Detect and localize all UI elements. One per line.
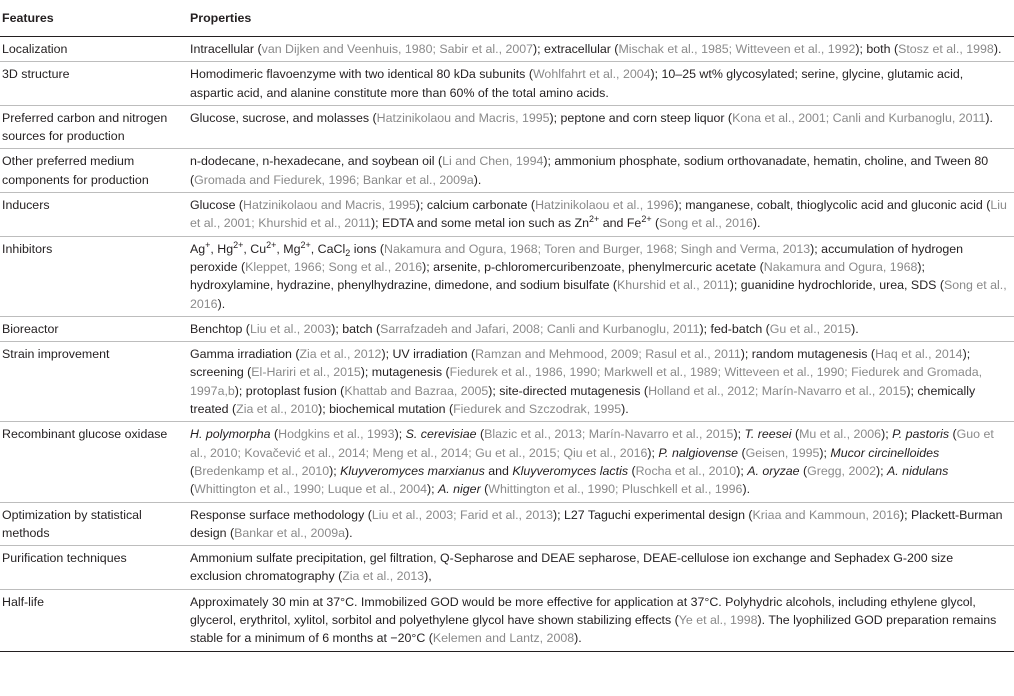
table-body [0, 37, 1014, 651]
property-text: ); fed-batch ( [699, 321, 770, 336]
feature-cell: Inducers [2, 198, 50, 213]
property-text: ( [791, 427, 800, 442]
property-text: ). The lyophilized GOD preparation remains stable for a minimum of 6 months at −20°C ( [190, 613, 997, 646]
property-text: ); screening ( [190, 347, 971, 380]
species-name: A. oryzae [747, 463, 800, 478]
property-text: 2 [345, 247, 351, 258]
property-text: 2+ [589, 214, 600, 225]
property-text: ); [876, 463, 888, 478]
property-text: ); chemically treated ( [190, 383, 976, 417]
property-text: ); L27 Taguchi experimental design ( [553, 507, 753, 522]
properties-cell [186, 237, 1014, 316]
feature-cell: Purification techniques [2, 551, 127, 566]
species-name: A. nidulans [887, 463, 949, 478]
citation-ref: Liu et al., 2003; Farid et al., 2013 [371, 507, 554, 522]
properties-cell [186, 62, 1014, 105]
feature-cell: Other preferred medium components for production [2, 154, 149, 187]
property-text: ); 10–25 wt% glycosylated; serine, glycine, glutamic acid, aspartic acid, and alanine constitute more than 60% of the total amino acids. [190, 67, 964, 100]
citation-ref: Bankar et al., 2009a [234, 525, 345, 540]
feature-cell: Preferred carbon and nitrogen sources for production [2, 110, 168, 144]
table-row [0, 546, 1014, 590]
citation-ref: Sarrafzadeh and Jafari, 2008; Canli and Kurbanoglu, 2011 [380, 321, 700, 336]
property-text: ); calcium carbonate ( [415, 198, 536, 213]
property-text: Glucose ( [190, 198, 244, 213]
feature-cell: Localization [2, 42, 68, 56]
table-row [0, 106, 1014, 150]
property-text: + [205, 239, 211, 250]
property-text: ). [217, 296, 226, 311]
properties-cell [186, 546, 1014, 589]
property-text: ); EDTA and some metal ion such as Zn [370, 216, 590, 231]
citation-ref: Blazic et al., 2013; Marín-Navarro et al., 2015 [484, 427, 734, 442]
citation-ref: Liu et al., 2003 [249, 321, 332, 336]
property-text: ). [574, 631, 582, 646]
citation-ref: Liu et al., 2001; Khurshid et al., 2011 [190, 198, 1007, 231]
citation-ref: Whittington et al., 1990; Luque et al., 2004 [194, 482, 427, 497]
property-text: and [484, 463, 513, 478]
table-row [0, 317, 1014, 342]
citation-ref: Kelemen and Lantz, 2008 [432, 631, 575, 646]
species-name: P. nalgiovense [658, 445, 739, 460]
species-name: T. reesei [744, 427, 792, 442]
property-text: , Hg [210, 241, 234, 256]
property-text: ). [345, 525, 353, 540]
bottom-rule [0, 651, 1014, 652]
property-text: ); manganese, cobalt, thioglycolic acid and gluconic acid ( [674, 198, 991, 213]
citation-ref: Zia et al., 2010 [236, 402, 319, 417]
table-row [0, 342, 1014, 422]
citation-ref: Geisen, 1995 [745, 445, 820, 460]
property-text: n-dodecane, n-hexadecane, and soybean oil ( [190, 154, 443, 169]
property-text: ( [738, 445, 746, 460]
property-text: , Mg [276, 241, 301, 256]
property-text: ( [651, 216, 660, 231]
feature-cell: Half-life [2, 594, 44, 609]
header-properties: Properties [190, 10, 252, 25]
property-text: ); accumulation of hydrogen peroxide ( [190, 241, 964, 274]
citation-ref: Nakamura and Ogura, 1968; Toren and Burger, 1968; Singh and Verma, 2013 [384, 241, 811, 256]
feature-cell: 3D structure [2, 67, 70, 82]
citation-ref: Song et al., 2016 [190, 278, 1007, 311]
species-name: S. cerevisiae [405, 427, 477, 442]
property-text: ); peptone and corn steep liquor ( [549, 110, 733, 125]
properties-cell [186, 503, 1014, 546]
citation-ref: Gromada and Fiedurek, 1996; Bankar et al., 2009a [194, 172, 474, 187]
species-name: H. polymorpha [190, 427, 271, 442]
property-text: ). [742, 482, 751, 497]
property-text: Intracellular ( [190, 42, 262, 56]
table-row [0, 590, 1014, 651]
property-text: 2+ [266, 239, 277, 250]
property-text: ); both ( [855, 42, 899, 56]
property-text: ). [993, 42, 1002, 56]
citation-ref: Zia et al., 2013 [342, 569, 425, 584]
property-text: ); [881, 427, 893, 442]
property-text: ). [473, 172, 482, 187]
property-text: ); Plackett-Burman design ( [190, 507, 1003, 540]
property-text: ); biochemical mutation ( [318, 402, 454, 417]
table-row [0, 237, 1014, 317]
feature-cell: Strain improvement [2, 347, 110, 362]
citation-ref: Stosz et al., 1998 [898, 42, 994, 56]
properties-cell [186, 37, 1014, 61]
property-text: 2+ [300, 239, 311, 250]
property-text: ); [819, 445, 831, 460]
feature-cell: Recombinant glucose oxidase [2, 427, 168, 442]
property-text: Response surface methodology ( [190, 507, 372, 522]
citation-ref: Whittington et al., 1990; Pluschkell et al., 1996 [488, 482, 743, 497]
citation-ref: Fiedurek et al., 1986, 1990; Markwell et al., 1989; Witteveen et al., 1990; Fiedurek and Gromada, 1997a,b [190, 365, 983, 398]
properties-cell [186, 342, 1014, 421]
species-name: A. niger [438, 482, 481, 497]
feature-cell: Inhibitors [2, 241, 53, 256]
citation-ref: Hatzinikolaou and Macris, 1995 [243, 198, 416, 213]
property-text: ( [270, 427, 279, 442]
citation-ref: Wohlfahrt et al., 2004 [532, 67, 651, 82]
citation-ref: Mischak et al., 1985; Witteveen et al., 1992 [618, 42, 856, 56]
property-text: and Fe [599, 216, 642, 231]
citation-ref: Haq et al., 2014 [875, 347, 963, 362]
species-name: Kluyveromyces lactis [512, 463, 629, 478]
property-text: ). [752, 216, 761, 231]
table-row [0, 62, 1014, 106]
citation-ref: Hatzinikolaou and Macris, 1995 [376, 110, 550, 125]
table-row [0, 422, 1014, 502]
property-text: ); random mutagenesis ( [740, 347, 876, 362]
header-features: Features [2, 10, 54, 25]
table-row [0, 149, 1014, 193]
citation-ref: Khattab and Bazraa, 2005 [344, 383, 489, 398]
property-text: ( [480, 482, 489, 497]
citation-ref: Li and Chen, 1994 [442, 154, 544, 169]
property-text: ); [647, 445, 659, 460]
property-text: Glucose, sucrose, and molasses ( [190, 110, 377, 125]
property-text: Benchtop ( [190, 321, 250, 336]
property-text: ); UV irradiation ( [381, 347, 476, 362]
table-row [0, 193, 1014, 237]
property-text: , Cu [243, 241, 267, 256]
property-text: ( [949, 427, 957, 442]
property-text: ); mutagenesis ( [360, 365, 450, 380]
citation-ref: Kona et al., 2001; Canli and Kurbanoglu, 2011 [732, 110, 986, 125]
property-text: ); [733, 427, 745, 442]
citation-ref: Kleppet, 1966; Song et al., 2016 [245, 259, 423, 274]
species-name: Mucor circinelloides [830, 445, 940, 460]
property-text: ( [799, 463, 808, 478]
citation-ref: Holland et al., 2012; Marín-Navarro et al., 2015 [648, 383, 907, 398]
species-name: P. pastoris [892, 427, 950, 442]
citation-ref: Fiedurek and Szczodrak, 1995 [453, 402, 622, 417]
citation-ref: Mu et al., 2006 [799, 427, 882, 442]
citation-ref: van Dijken and Veenhuis, 1980; Sabir et al., 2007 [261, 42, 534, 56]
citation-ref: Hatzinikolaou et al., 1996 [535, 198, 675, 213]
properties-cell [186, 590, 1014, 651]
citation-ref: Ye et al., 1998 [678, 613, 758, 628]
properties-cell [186, 317, 1014, 341]
citation-ref: Guo et al., 2010; Kovačević et al., 2014; Meng et al., 2014; Gu et al., 2015; Qiu et al., 2016 [190, 427, 994, 460]
property-text: , CaCl [310, 241, 346, 256]
property-text: Homodimeric flavoenzyme with two identical 80 kDa subunits ( [190, 67, 533, 82]
feature-cell: Optimization by statistical methods [2, 507, 142, 540]
property-text: ); protoplast fusion ( [234, 383, 345, 398]
property-text: ). [985, 110, 993, 125]
feature-cell: Bioreactor [2, 321, 59, 336]
property-text: Gamma irradiation ( [190, 347, 300, 362]
property-text: 2+ [233, 239, 244, 250]
citation-ref: Bredenkamp et al., 2010 [194, 463, 330, 478]
citation-ref: Ramzan and Mehmood, 2009; Rasul et al., 2011 [475, 347, 741, 362]
property-text: ); hydroxylamine, hydrazine, phenylhydrazine, dimedone, and sodium bisulfate ( [190, 259, 925, 293]
property-text: ); guanidine hydrochloride, urea, SDS ( [729, 278, 944, 293]
property-text: ); extracellular ( [533, 42, 619, 56]
citation-ref: Gu et al., 2015 [769, 321, 852, 336]
property-text: ); [736, 463, 748, 478]
property-text: Ag [190, 241, 206, 256]
citation-ref: Rocha et al., 2010 [635, 463, 737, 478]
citation-ref: Hodgkins et al., 1993 [278, 427, 395, 442]
citation-ref: Nakamura and Ogura, 1968 [763, 259, 918, 274]
property-text: ); site-directed mutagenesis ( [488, 383, 649, 398]
citation-ref: Gregg, 2002 [807, 463, 877, 478]
property-text: ), [424, 569, 432, 584]
properties-cell [186, 106, 1014, 149]
property-text: ). [851, 321, 859, 336]
properties-cell [186, 149, 1014, 192]
property-text: ( [628, 463, 636, 478]
property-text: Approximately 30 min at 37°C. Immobilized GOD would be more effective for application at 37°C. Polyhydric alcohols, including ethylene glycol, glycerol, erythritol, xylitol, sorbitol and polyethylene glycol have shown stabilizing effects ( [190, 594, 976, 628]
species-name: Kluyveromyces marxianus [340, 463, 485, 478]
table-row [0, 37, 1014, 62]
property-text: ( [190, 482, 195, 497]
citation-ref: Kriaa and Kammoun, 2016 [752, 507, 900, 522]
property-text: ); [426, 482, 438, 497]
property-text: ); ammonium phosphate, sodium orthovanadate, hematin, choline, and Tween 80 ( [190, 154, 989, 187]
property-text: ). [621, 402, 629, 417]
citation-ref: Zia et al., 2012 [299, 347, 382, 362]
properties-cell [186, 193, 1014, 236]
property-text: ); [329, 463, 341, 478]
property-text: ( [190, 463, 195, 478]
table-row [0, 503, 1014, 547]
citation-ref: Song et al., 2016 [659, 216, 753, 231]
property-text: ( [476, 427, 485, 442]
properties-cell [186, 422, 1014, 501]
citation-ref: Khurshid et al., 2011 [617, 278, 730, 293]
property-text: Ammonium sulfate precipitation, gel filtration, Q-Sepharose and DEAE sepharose, DEAE-cellulose ion exchange and Sephadex G-200 size exclusion chromatography ( [190, 551, 954, 584]
property-text: ions ( [350, 241, 384, 256]
property-text: ); arsenite, p-chloromercuribenzoate, phenylmercuric acetate ( [422, 259, 764, 274]
table-header [0, 0, 1014, 36]
property-text: ); batch ( [331, 321, 381, 336]
citation-ref: El-Hariri et al., 2015 [251, 365, 361, 380]
property-text: 2+ [641, 214, 652, 225]
property-text: ); [394, 427, 406, 442]
